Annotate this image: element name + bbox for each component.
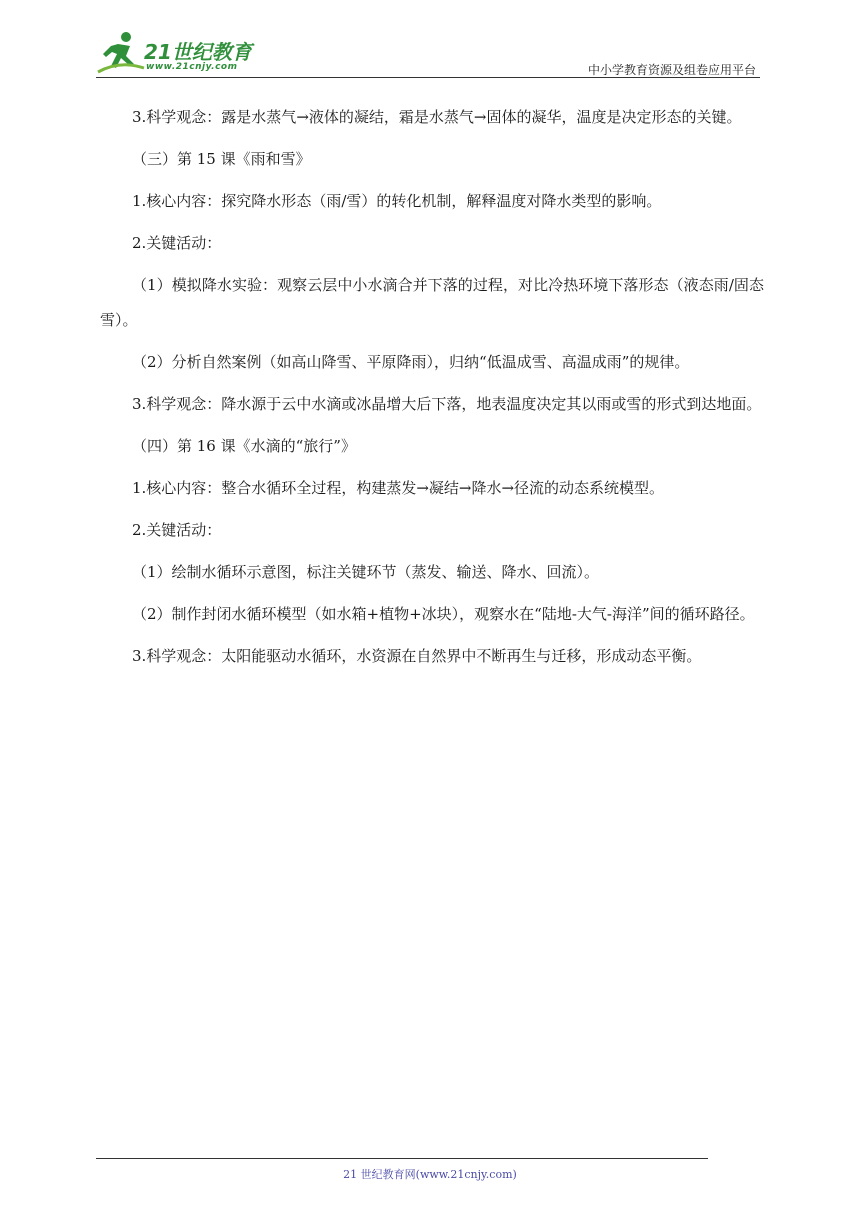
paragraph: （1）模拟降水实验：观察云层中小水滴合并下落的过程，对比冷热环境下落形态（液态雨/固态雪）。 — [100, 276, 764, 329]
logo — [96, 30, 266, 78]
paragraph: 2.关键活动： — [132, 521, 222, 539]
paragraph: （2）制作封闭水循环模型（如水箱+植物+冰块），观察水在“陆地-大气-海洋”间的循环路径。 — [132, 605, 755, 623]
footer-link[interactable]: 21 世纪教育网(www.21cnjy.com) — [343, 1168, 517, 1181]
paragraph: （1）绘制水循环示意图，标注关键环节（蒸发、输送、降水、回流）。 — [132, 563, 600, 581]
page-header — [96, 30, 760, 80]
paragraph: （2）分析自然案例（如高山降雪、平原降雨），归纳“低温成雪、高温成雨”的规律。 — [132, 353, 690, 371]
paragraph: 1.核心内容：整合水循环全过程，构建蒸发→凝结→降水→径流的动态系统模型。 — [132, 479, 665, 497]
paragraph: 2.关键活动： — [132, 234, 222, 252]
logo-text: 21世纪教育 — [144, 40, 252, 64]
paragraph: 1.核心内容：探究降水形态（雨/雪）的转化机制，解释温度对降水类型的影响。 — [132, 192, 662, 210]
section-heading: （三）第 15 课《雨和雪》 — [132, 150, 311, 168]
platform-name: 中小学教育资源及组卷应用平台 — [587, 63, 756, 77]
footer-divider — [96, 1158, 708, 1159]
paragraph: 3.科学观念：太阳能驱动水循环，水资源在自然界中不断再生与迁移，形成动态平衡。 — [132, 647, 702, 665]
document-body — [100, 100, 764, 674]
runner-icon — [96, 30, 146, 76]
paragraph: 3.科学观念：降水源于云中水滴或冰晶增大后下落，地表温度决定其以雨或雪的形式到达地面。 — [132, 395, 762, 413]
header-divider — [96, 77, 760, 78]
paragraph: 3.科学观念：露是水蒸气→液体的凝结，霜是水蒸气→固体的凝华，温度是决定形态的关键。 — [132, 108, 742, 126]
logo-url: www.21cnjy.com — [146, 62, 238, 72]
section-heading: （四）第 16 课《水滴的“旅行”》 — [132, 437, 356, 455]
